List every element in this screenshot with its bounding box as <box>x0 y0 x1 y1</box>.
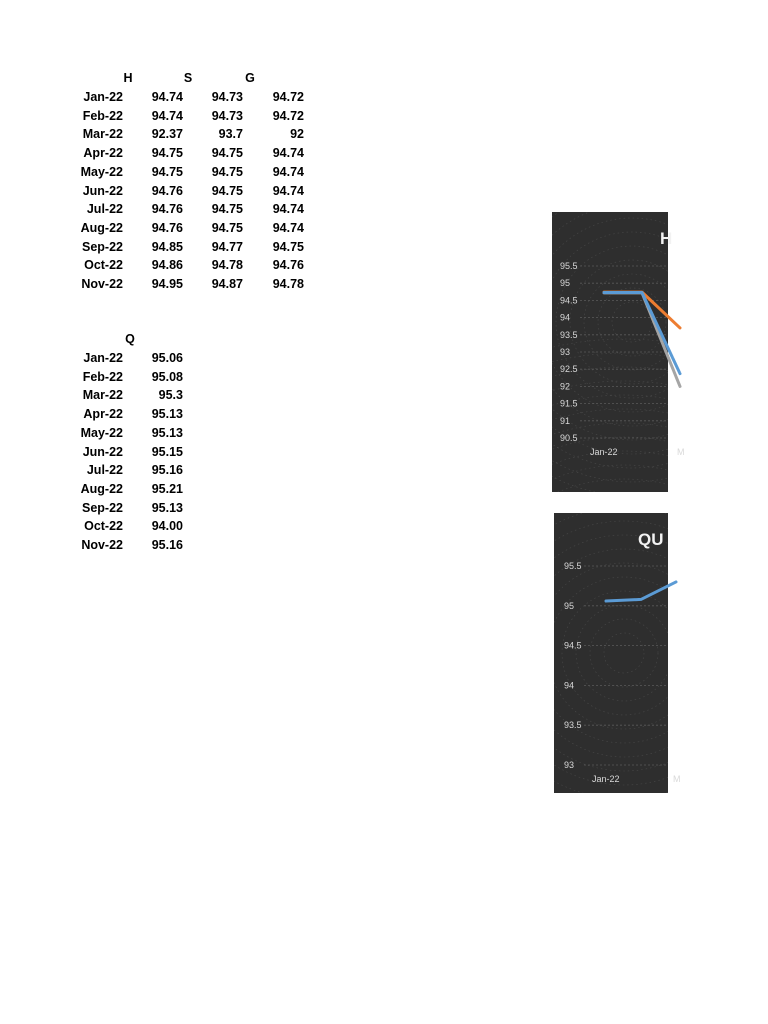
row-label: Mar-22 <box>82 127 123 142</box>
x-tick-label: Jan-22 <box>592 774 620 784</box>
y-tick-label: 93 <box>564 760 575 770</box>
y-tick-label: 91.5 <box>560 398 578 409</box>
row-label: Jan-22 <box>83 351 123 365</box>
y-tick-label: 91 <box>560 415 571 426</box>
background-texture <box>310 339 768 967</box>
row-label: Jul-22 <box>86 463 123 478</box>
y-tick-label: 94.5 <box>564 640 582 651</box>
table-cell: 94.76 <box>151 183 183 198</box>
row-label: Aug-22 <box>80 220 123 235</box>
y-tick-label: 95.5 <box>560 261 578 271</box>
x-tick-label: Jan-22 <box>590 447 618 457</box>
row-label: Jun-22 <box>82 444 123 459</box>
row-label: Nov-22 <box>81 277 123 291</box>
row-label: Sep-22 <box>82 500 123 515</box>
table-cell: 95.08 <box>151 369 183 384</box>
row-label: May-22 <box>80 164 123 179</box>
table-cell: 94.95 <box>151 277 183 291</box>
row-label: Apr-22 <box>83 146 123 161</box>
table-cell: 94.74 <box>272 146 304 161</box>
table-cell: 95.06 <box>151 351 183 365</box>
table-cell: 94.74 <box>272 164 304 179</box>
table-cell: 94.76 <box>151 202 183 217</box>
table-cell: 94.00 <box>151 519 183 534</box>
table-cell: 95.16 <box>151 538 183 552</box>
row-label: Jan-22 <box>83 90 123 104</box>
x-tick-label: M <box>677 447 685 457</box>
table-cell: 94.74 <box>151 90 183 104</box>
y-tick-label: 95 <box>564 600 575 611</box>
row-label: May-22 <box>80 425 123 440</box>
chart-svg <box>554 513 681 793</box>
row-label: Apr-22 <box>83 407 123 422</box>
column-header: Q <box>125 332 135 346</box>
row-label: Mar-22 <box>82 388 123 403</box>
table-cell: 95.13 <box>151 425 183 440</box>
row-label: Jun-22 <box>82 183 123 198</box>
table-cell: 94.86 <box>151 258 183 273</box>
column-header: H <box>123 71 133 85</box>
table-cell: 95.21 <box>151 481 183 496</box>
row-label: Sep-22 <box>82 239 123 254</box>
chart-svg <box>552 212 685 492</box>
y-tick-label: 94 <box>560 312 571 323</box>
table-cell: 94.74 <box>272 202 304 217</box>
row-label: Aug-22 <box>80 481 123 496</box>
table-cell: 94.75 <box>151 164 183 179</box>
y-tick-label: 93.5 <box>564 720 582 731</box>
table-cell: 92 <box>290 127 304 142</box>
table-cell: 94.73 <box>211 90 243 104</box>
x-tick-label: M <box>673 774 681 784</box>
table-cell: 94.77 <box>211 239 243 254</box>
table-cell: 94.75 <box>211 183 243 198</box>
table-cell: 94.75 <box>211 202 243 217</box>
table-cell: 94.72 <box>272 90 304 104</box>
y-tick-label: 94.5 <box>560 295 578 306</box>
y-tick-label: 93 <box>560 347 571 357</box>
table-cell: 94.76 <box>151 220 183 235</box>
column-header: G <box>245 71 255 85</box>
table-cell: 94.73 <box>211 108 243 123</box>
table-cell: 94.75 <box>211 220 243 235</box>
chart-title: H <box>660 229 673 248</box>
row-label: Feb-22 <box>82 108 123 123</box>
row-label: Oct-22 <box>84 258 123 273</box>
table-cell: 92.37 <box>151 127 183 142</box>
table-cell: 94.74 <box>272 183 304 198</box>
row-label: Oct-22 <box>84 519 123 534</box>
row-label: Jul-22 <box>86 202 123 217</box>
chart-qu[interactable] <box>554 513 681 793</box>
y-tick-label: 92.5 <box>560 364 578 375</box>
y-tick-label: 93.5 <box>560 329 578 340</box>
table-cell: 95.13 <box>151 407 183 422</box>
table-cell: 94.75 <box>211 164 243 179</box>
y-tick-label: 95.5 <box>564 561 582 571</box>
column-header: S <box>183 71 193 85</box>
table-cell: 94.74 <box>151 108 183 123</box>
table-cell: 94.74 <box>272 220 304 235</box>
table-cell: 95.13 <box>151 500 183 515</box>
table-cell: 94.75 <box>211 146 243 161</box>
table-cell: 94.78 <box>272 277 304 291</box>
table-cell: 94.72 <box>272 108 304 123</box>
table-cell: 95.16 <box>151 463 183 478</box>
table-cell: 95.15 <box>151 444 183 459</box>
y-tick-label: 92 <box>560 381 571 392</box>
table-cell: 94.87 <box>211 277 243 291</box>
table-cell: 94.76 <box>272 258 304 273</box>
y-tick-label: 94 <box>564 680 575 691</box>
table-cell: 94.78 <box>211 258 243 273</box>
series-line-0 <box>604 292 680 328</box>
table-cell: 94.75 <box>151 146 183 161</box>
row-label: Feb-22 <box>82 369 123 384</box>
y-tick-label: 90.5 <box>560 433 578 443</box>
chart-title: QU <box>638 530 664 549</box>
y-tick-label: 95 <box>560 278 571 289</box>
table-cell: 94.75 <box>272 239 304 254</box>
background-texture <box>318 8 768 636</box>
table-cell: 94.85 <box>151 239 183 254</box>
series-line-1 <box>604 293 680 387</box>
chart-h[interactable] <box>552 212 685 492</box>
table-cell: 93.7 <box>218 127 243 142</box>
row-label: Nov-22 <box>81 538 123 552</box>
table-cell: 95.3 <box>158 388 183 403</box>
